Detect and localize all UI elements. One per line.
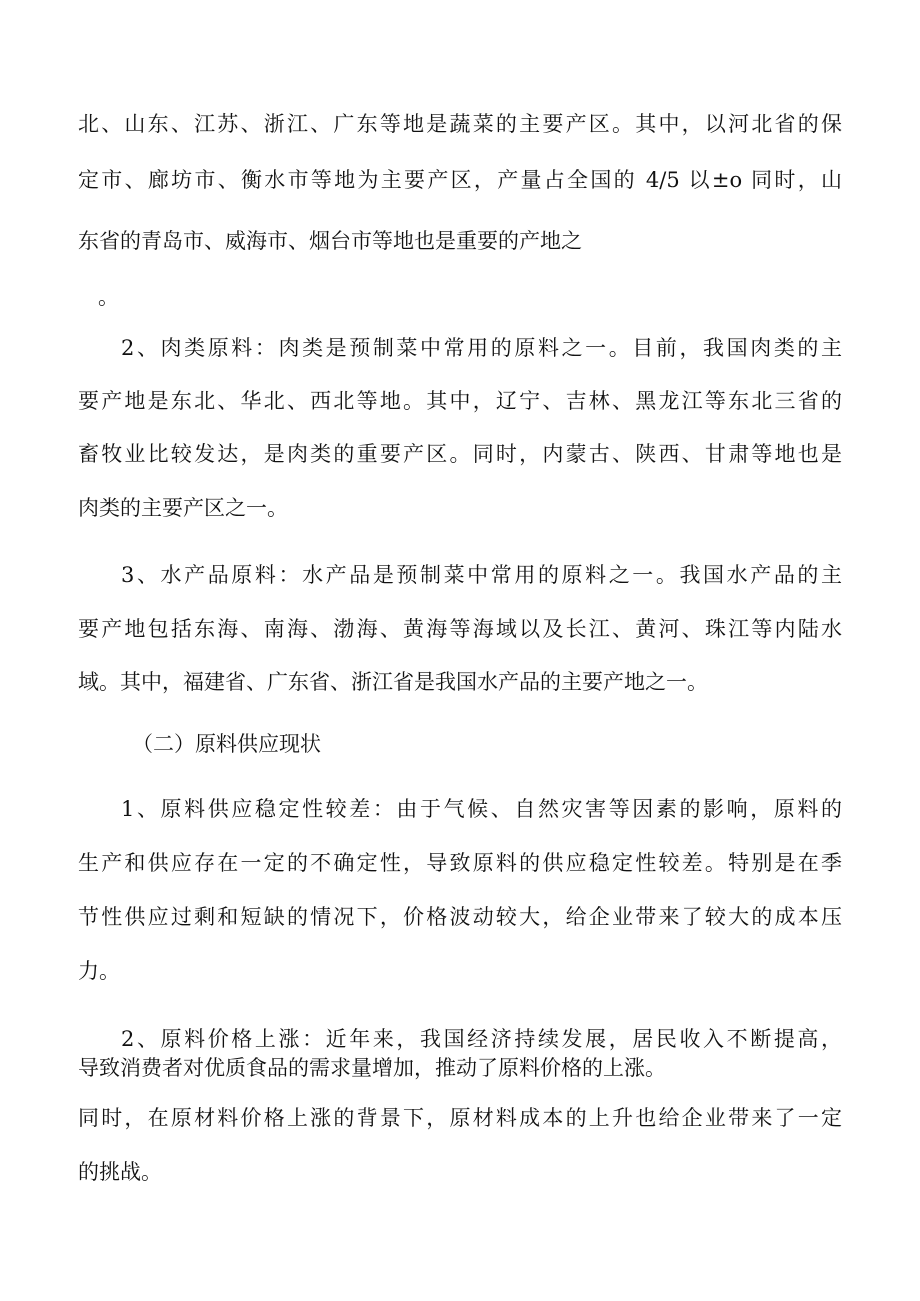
paragraph-meat-line-4: 肉类的主要产区之一。 <box>78 496 288 520</box>
paragraph-supply-stability-line-4: 力。 <box>78 959 120 983</box>
paragraph-meat-line-2: 要产地是东北、华北、西北等地。其中，辽宁、吉林、黑龙江等东北三省的 <box>78 389 842 413</box>
paragraph-aquatic-line-1: 3、水产品原料：水产品是预制菜中常用的原料之一。我国水产品的主 <box>121 563 842 587</box>
paragraph-aquatic-line-2: 要产地包括东海、南海、渤海、黄海等海域以及长江、黄河、珠江等内陆水 <box>78 617 842 641</box>
paragraph-price-rise-line-3: 同时，在原材料价格上涨的背景下，原材料成本的上升也给企业带来了一定 <box>78 1106 842 1130</box>
paragraph-meat-line-1: 2、肉类原料：肉类是预制菜中常用的原料之一。目前，我国肉类的主 <box>121 336 842 360</box>
paragraph-vegetables-line-1: 北、山东、江苏、浙江、广东等地是蔬菜的主要产区。其中，以河北省的保 <box>78 112 842 136</box>
paragraph-price-rise-line-2: 导致消费者对优质食品的需求量增加，推动了原料价格的上涨。 <box>78 1056 666 1080</box>
paragraph-supply-stability-line-3: 节性供应过剩和短缺的情况下，价格波动较大，给企业带来了较大的成本压 <box>78 905 842 929</box>
paragraph-meat-line-3: 畜牧业比较发达，是肉类的重要产区。同时，内蒙古、陕西、甘肃等地也是 <box>78 442 842 466</box>
paragraph-aquatic-line-3: 域。其中，福建省、广东省、浙江省是我国水产品的主要产地之一。 <box>78 670 708 694</box>
paragraph-price-rise-line-1: 2、原料价格上涨：近年来，我国经济持续发展，居民收入不断提高， <box>121 1027 842 1051</box>
paragraph-vegetables-line-4: 。 <box>98 285 119 309</box>
paragraph-supply-stability-line-2: 生产和供应存在一定的不确定性，导致原料的供应稳定性较差。特别是在季 <box>78 851 842 875</box>
paragraph-supply-stability-line-1: 1、原料供应稳定性较差：由于气候、自然灾害等因素的影响，原料的 <box>121 797 842 821</box>
paragraph-price-rise-line-4: 的挑战。 <box>78 1160 162 1184</box>
paragraph-vegetables-line-3: 东省的青岛市、威海市、烟台市等地也是重要的产地之 <box>78 229 582 253</box>
section-heading: （二）原料供应现状 <box>132 732 321 756</box>
paragraph-vegetables-line-2: 定市、廊坊市、衡水市等地为主要产区，产量占全国的 4/5 以±o 同时，山 <box>78 168 842 192</box>
